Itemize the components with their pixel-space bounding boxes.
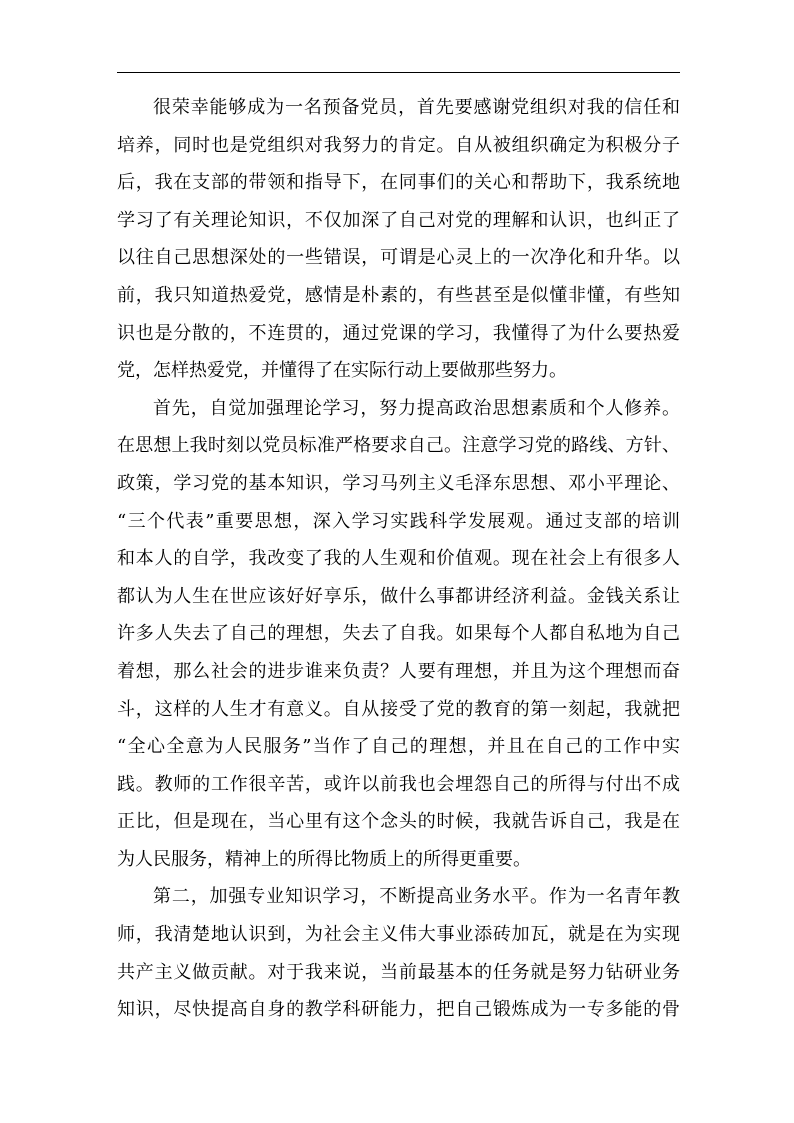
paragraph-line: 为人民服务，精神上的所得比物质上的所得更重要。 bbox=[117, 848, 531, 870]
header-rule bbox=[117, 72, 680, 73]
paragraph-line: 师，我清楚地认识到，为社会主义伟大事业添砖加瓦，就是在为实现 bbox=[117, 924, 680, 946]
paragraph-line: 共产主义做贡献。对于我来说，当前最基本的任务就是努力钻研业务 bbox=[117, 961, 680, 983]
paragraph-line: 政策，学习党的基本知识，学习马列主义毛泽东思想、邓小平理论、 bbox=[117, 472, 680, 494]
document-body bbox=[117, 89, 680, 1029]
paragraph-line: 前，我只知道热爱党，感情是朴素的，有些甚至是似懂非懂，有些知 bbox=[117, 284, 680, 306]
paragraph-line: 许多人失去了自己的理想，失去了自我。如果每个人都自私地为自己 bbox=[117, 623, 680, 645]
paragraph-line: 斗，这样的人生才有意义。自从接受了党的教育的第一刻起，我就把 bbox=[117, 698, 680, 720]
paragraph-line: 以往自己思想深处的一些错误，可谓是心灵上的一次净化和升华。以 bbox=[117, 247, 680, 269]
paragraph-line: 培养，同时也是党组织对我努力的肯定。自从被组织确定为积极分子 bbox=[117, 134, 680, 156]
paragraph-line: 正比，但是现在，当心里有这个念头的时候，我就告诉自己，我是在 bbox=[117, 811, 680, 833]
paragraph-line: 学习了有关理论知识，不仅加深了自己对党的理解和认识，也纠正了 bbox=[117, 209, 680, 231]
paragraph-line: 党，怎样热爱党，并懂得了在实际行动上要做那些努力。 bbox=[117, 360, 567, 382]
paragraph-line: 后，我在支部的带领和指导下，在同事们的关心和帮助下，我系统地 bbox=[117, 172, 680, 194]
paragraph-line: 都认为人生在世应该好好享乐，做什么事都讲经济利益。金钱关系让 bbox=[117, 585, 680, 607]
paragraph-line: 知识，尽快提高自身的教学科研能力，把自己锻炼成为一专多能的骨 bbox=[117, 999, 680, 1021]
paragraph-line: 很荣幸能够成为一名预备党员，首先要感谢党组织对我的信任和 bbox=[153, 97, 680, 118]
paragraph-line: 识也是分散的，不连贯的，通过党课的学习，我懂得了为什么要热爱 bbox=[117, 322, 680, 344]
paragraph-line: 在思想上我时刻以党员标准严格要求自己。注意学习党的路线、方针、 bbox=[117, 435, 680, 457]
paragraph-line: 第二，加强专业知识学习，不断提高业务水平。作为一名青年教 bbox=[153, 886, 680, 908]
paragraph-line: 着想，那么社会的进步谁来负责？人要有理想，并且为这个理想而奋 bbox=[117, 660, 680, 682]
paragraph-line: 践。教师的工作很辛苦，或许以前我也会埋怨自己的所得与付出不成 bbox=[117, 773, 680, 795]
paragraph-line: 首先，自觉加强理论学习，努力提高政治思想素质和个人修养。 bbox=[153, 397, 680, 419]
paragraph-line: “全心全意为人民服务”当作了自己的理想，并且在自己的工作中实 bbox=[117, 736, 680, 758]
paragraph-line: 和本人的自学，我改变了我的人生观和价值观。现在社会上有很多人 bbox=[117, 548, 680, 570]
paragraph-line: “三个代表”重要思想，深入学习实践科学发展观。通过支部的培训 bbox=[117, 510, 680, 532]
